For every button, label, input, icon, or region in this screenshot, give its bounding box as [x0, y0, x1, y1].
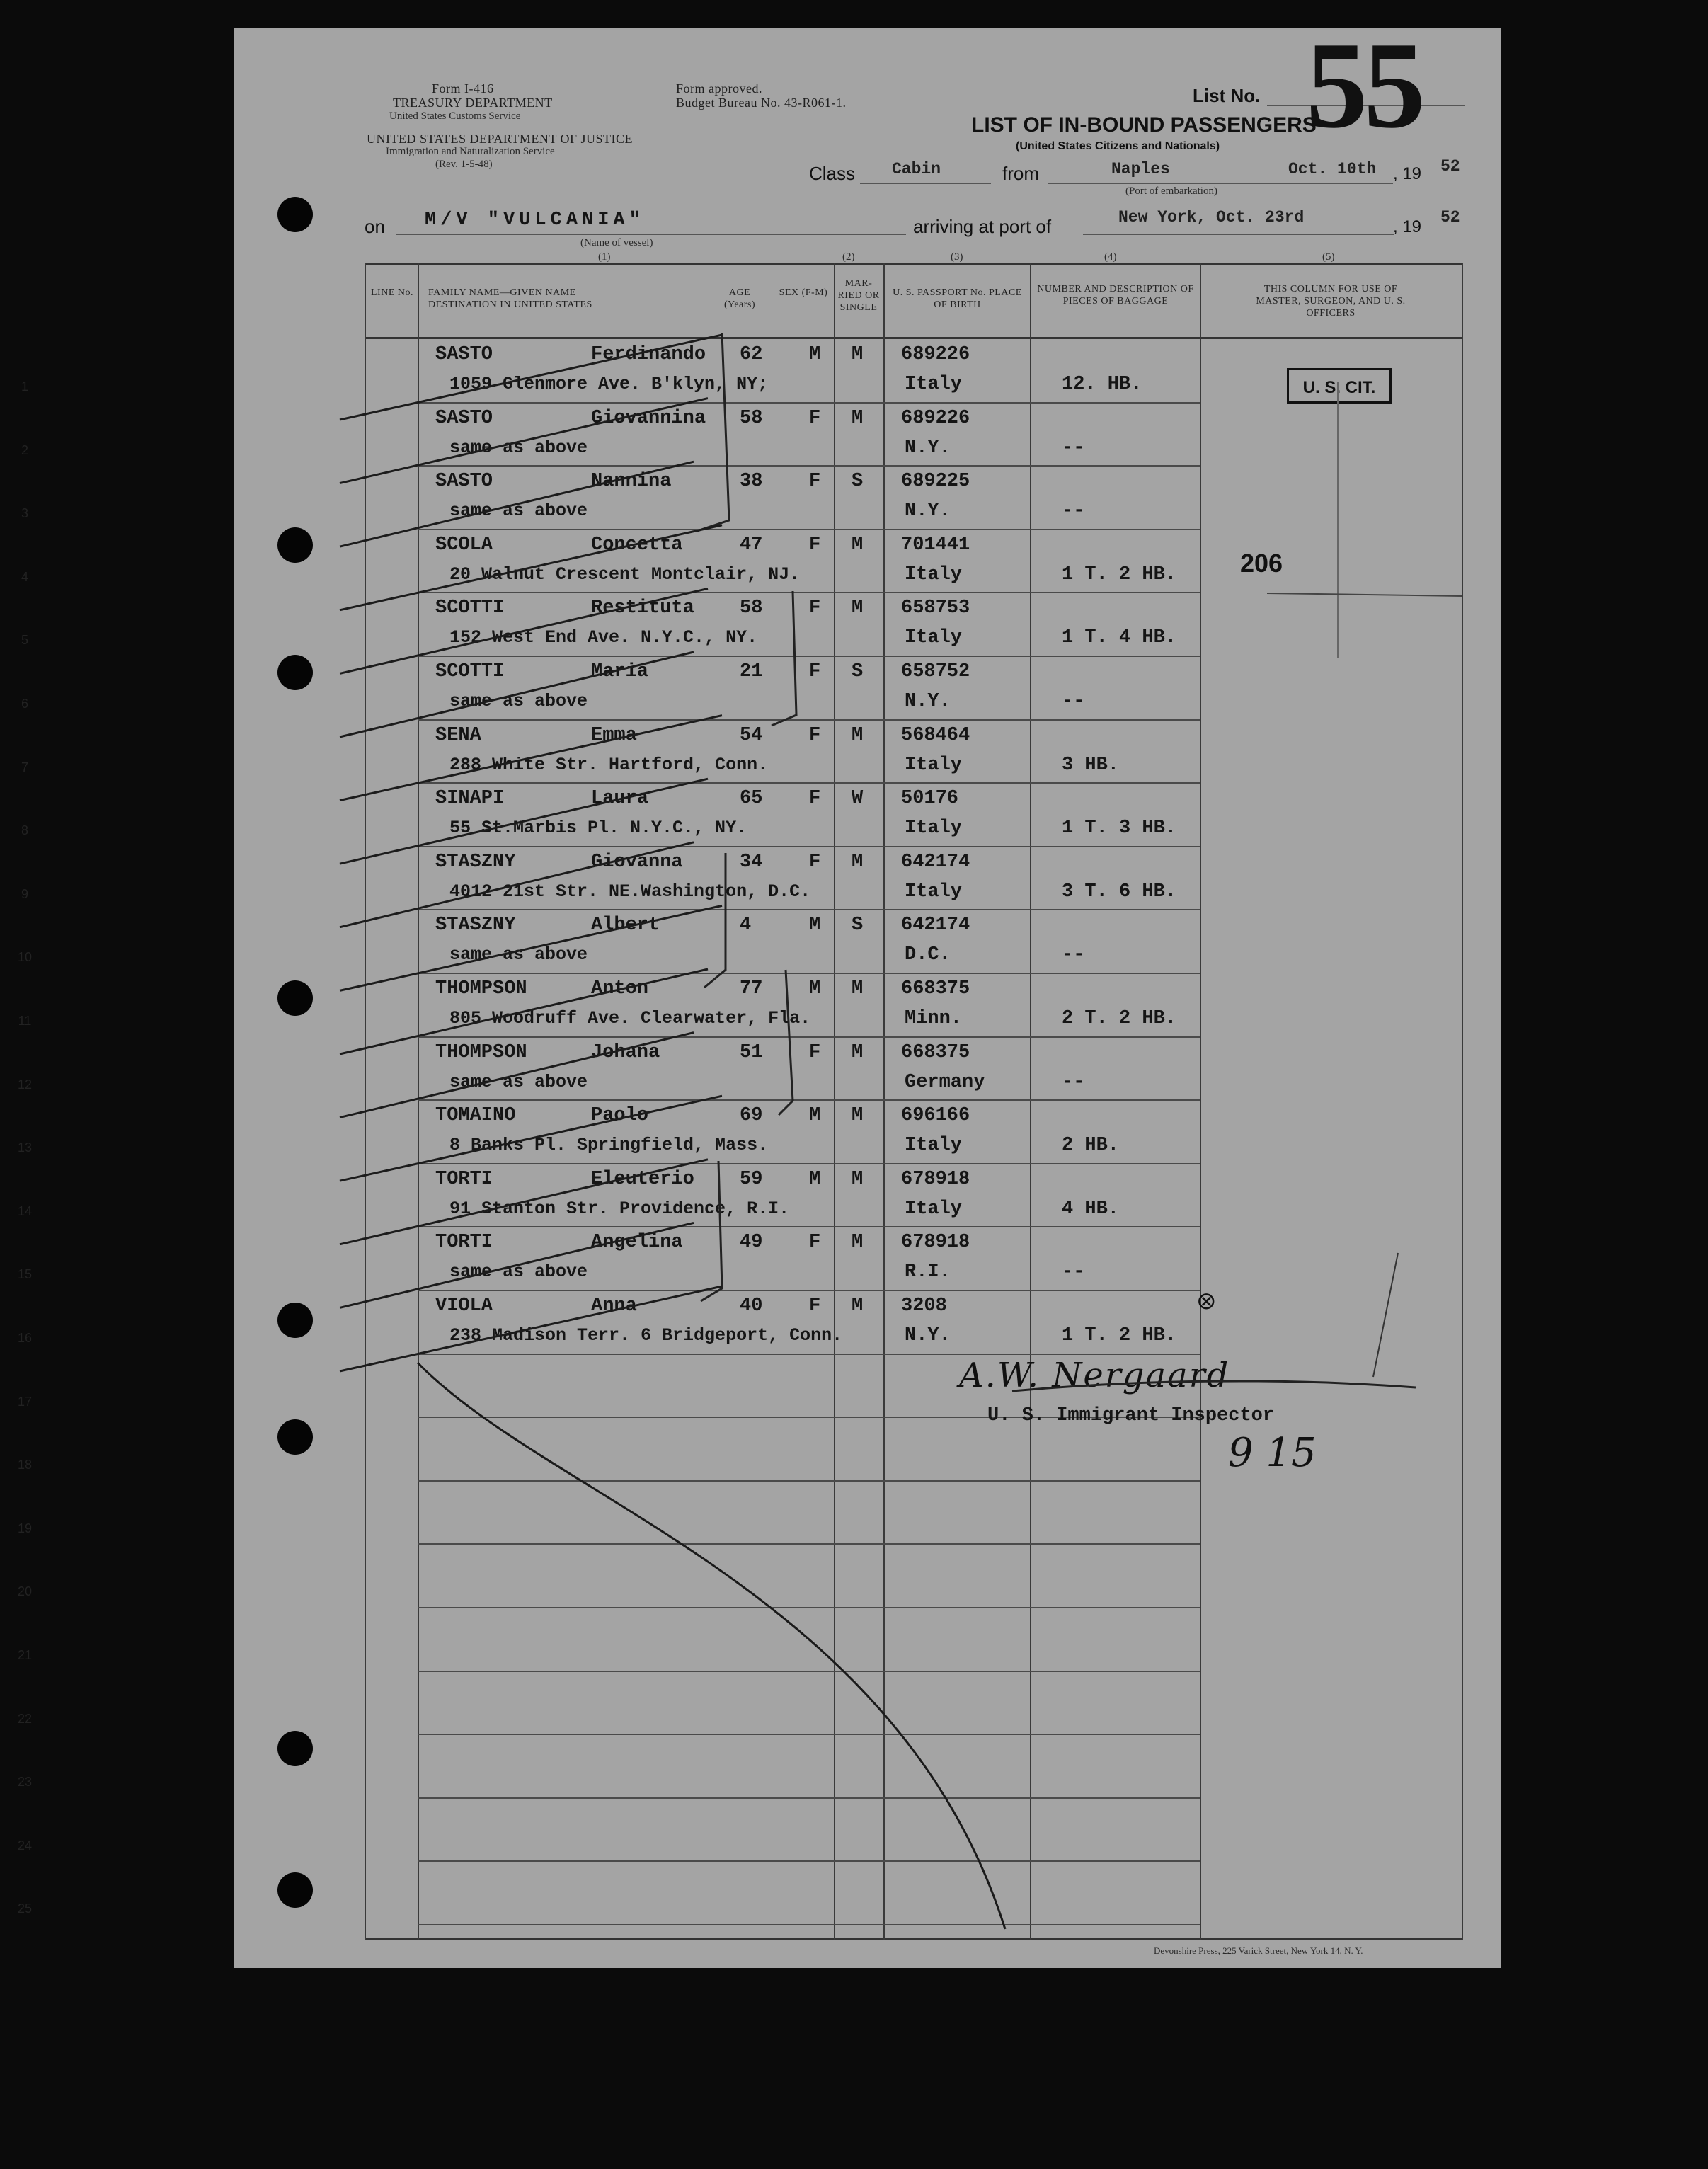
place-of-birth: Italy: [905, 881, 963, 903]
header-age: AGE (Years): [723, 287, 756, 310]
line-number: 19: [17, 1521, 33, 1535]
printer-imprint: Devonshire Press, 225 Varick Street, New York 14, N. Y.: [1154, 1945, 1363, 1956]
passport-number: 668375: [901, 1041, 970, 1063]
marital-status: M: [852, 1168, 864, 1190]
sex: F: [809, 724, 821, 746]
vessel-note: (Name of vessel): [580, 237, 653, 248]
sex: M: [809, 1168, 821, 1190]
header-baggage: NUMBER AND DESCRIPTION OF PIECES OF BAGGAGE: [1037, 284, 1194, 307]
destination: 152 West End Ave. N.Y.C., NY.: [449, 627, 758, 648]
line-number: 9: [21, 886, 28, 901]
age: 59: [740, 1168, 763, 1190]
line-number: 14: [17, 1203, 33, 1218]
list-no-label: List No.: [1193, 85, 1261, 106]
list-number: 55: [1306, 16, 1421, 154]
age: 47: [740, 534, 763, 556]
place-of-birth: R.I.: [905, 1261, 951, 1283]
line-number: 1: [21, 379, 28, 394]
form-approved: Form approved.: [676, 81, 762, 96]
year-prefix: , 19: [1393, 164, 1422, 183]
marital-status: M: [852, 1105, 864, 1127]
col-num-3: (3): [951, 251, 963, 263]
passport-number: 689226: [901, 344, 970, 365]
marital-status: W: [852, 788, 864, 810]
place-of-birth: N.Y.: [905, 437, 951, 459]
header-sex: SEX (F-M): [779, 287, 828, 298]
year-1: 52: [1440, 157, 1460, 176]
destination: same as above: [449, 437, 588, 458]
place-of-birth: Italy: [905, 754, 963, 776]
family-name: SENA: [435, 724, 481, 746]
line-number: 25: [17, 1901, 33, 1916]
given-name: Restituta: [591, 597, 694, 619]
customs-service: United States Customs Service: [389, 110, 521, 122]
family-name: SASTO: [435, 471, 493, 493]
given-name: Emma: [591, 724, 637, 746]
passport-number: 678918: [901, 1232, 970, 1254]
line-number: 8: [21, 823, 28, 838]
age: 65: [740, 788, 763, 810]
line-number: 4: [21, 569, 28, 584]
sex: F: [809, 1041, 821, 1063]
destination: 1059 Glenmore Ave. B'klyn, NY;: [449, 374, 769, 394]
vessel-name: M/V "VULCANIA": [425, 210, 645, 231]
sex: F: [809, 534, 821, 556]
baggage: 1 T. 3 HB.: [1062, 818, 1177, 840]
port-note: (Port of embarkation): [1125, 185, 1217, 197]
document-subtitle: (United States Citizens and Nationals): [1016, 140, 1220, 152]
year-prefix-2: , 19: [1393, 217, 1422, 236]
age: 51: [740, 1041, 763, 1063]
marital-status: M: [852, 344, 864, 365]
place-of-birth: D.C.: [905, 944, 951, 966]
destination: same as above: [449, 691, 588, 711]
marital-status: M: [852, 534, 864, 556]
baggage: 2 HB.: [1062, 1135, 1120, 1157]
on-label: on: [365, 216, 385, 237]
treasury-dept: TREASURY DEPARTMENT: [393, 96, 553, 110]
line-number: 13: [17, 1140, 33, 1155]
baggage: --: [1062, 437, 1085, 459]
check-mark: [340, 716, 722, 801]
marital-status: M: [852, 851, 864, 873]
inspector-initials: 9 15: [1228, 1430, 1317, 1476]
form-number: Form I-416: [432, 81, 494, 96]
given-name: Albert: [591, 915, 660, 937]
place-of-birth: Italy: [905, 374, 963, 395]
baggage: 1 T. 2 HB.: [1062, 563, 1177, 585]
check-mark: [340, 1033, 694, 1118]
marital-status: M: [852, 978, 864, 1000]
destination: same as above: [449, 1071, 588, 1092]
header-officers: THIS COLUMN FOR USE OF MASTER, SURGEON, AND U. S. OFFICERS: [1256, 284, 1406, 319]
departure-date: Oct. 10th: [1288, 160, 1377, 178]
place-of-birth: N.Y.: [905, 691, 951, 712]
ins-service: Immigration and Naturalization Service: [386, 146, 555, 157]
check-mark: [340, 1286, 722, 1371]
header-passport: U. S. PASSPORT No. PLACE OF BIRTH: [893, 287, 1022, 310]
sex: F: [809, 1295, 821, 1317]
age: 62: [740, 344, 763, 365]
destination: 8 Banks Pl. Springfield, Mass.: [449, 1135, 769, 1156]
passport-number: 642174: [901, 851, 970, 873]
passport-number: 642174: [901, 915, 970, 937]
arriving-label: arriving at port of: [913, 216, 1052, 237]
destination: 20 Walnut Crescent Montclair, NJ.: [449, 563, 801, 585]
us-citizen-stamp: U. S. CIT.: [1287, 368, 1392, 404]
sex: F: [809, 407, 821, 429]
destination: 91 Stanton Str. Providence, R.I.: [449, 1198, 790, 1219]
given-name: Giovannina: [591, 407, 706, 429]
age: 58: [740, 597, 763, 619]
sex: F: [809, 471, 821, 493]
passport-number: 678918: [901, 1168, 970, 1190]
passport-number: 658753: [901, 597, 970, 619]
marital-status: M: [852, 1295, 864, 1317]
line-number: 3: [21, 506, 28, 521]
family-name: SASTO: [435, 407, 493, 429]
from-value: Naples: [1111, 160, 1170, 178]
destination: same as above: [449, 944, 588, 966]
destination: same as above: [449, 1261, 588, 1283]
given-name: Giovanna: [591, 851, 683, 873]
destination: 288 White Str. Hartford, Conn.: [449, 754, 769, 775]
marital-status: S: [852, 915, 864, 937]
line-number: 17: [17, 1394, 33, 1409]
family-name: SCOTTI: [435, 661, 505, 682]
check-mark: [340, 1223, 694, 1307]
family-name: SCOTTI: [435, 597, 505, 619]
passport-number: 689226: [901, 407, 970, 429]
passport-number: 568464: [901, 724, 970, 746]
line-number: 6: [21, 697, 28, 711]
line-number: 11: [18, 1014, 32, 1028]
marital-status: M: [852, 597, 864, 619]
place-of-birth: Italy: [905, 627, 963, 649]
place-of-birth: Minn.: [905, 1008, 963, 1029]
baggage: --: [1062, 691, 1085, 712]
family-name: SASTO: [435, 344, 493, 365]
line-number: 5: [21, 633, 28, 648]
destination: same as above: [449, 500, 588, 522]
age: 40: [740, 1295, 763, 1317]
place-of-birth: Italy: [905, 1198, 963, 1220]
sex: M: [809, 915, 821, 937]
col-num-2: (2): [842, 251, 855, 263]
given-name: Ferdinando: [591, 344, 706, 365]
given-name: Laura: [591, 788, 649, 810]
place-of-birth: N.Y.: [905, 500, 951, 522]
age: 69: [740, 1105, 763, 1127]
document-title: LIST OF IN-BOUND PASSENGERS: [971, 113, 1317, 137]
from-label: from: [1002, 163, 1039, 184]
baggage: --: [1062, 1261, 1085, 1283]
check-mark: [340, 525, 722, 610]
line-number: 15: [17, 1267, 33, 1282]
baggage: --: [1062, 944, 1085, 966]
sex: M: [809, 978, 821, 1000]
sex: M: [809, 1105, 821, 1127]
header-married: MAR-RIED OR SINGLE: [837, 278, 880, 313]
baggage: --: [1062, 1071, 1085, 1093]
col-num-5: (5): [1322, 251, 1335, 263]
marital-status: M: [852, 407, 864, 429]
inspector-signature: A.W. Nergaard: [959, 1356, 1230, 1395]
passport-number: 668375: [901, 978, 970, 1000]
line-number: 12: [17, 1077, 33, 1092]
line-number: 7: [21, 760, 28, 774]
age: 34: [740, 851, 763, 873]
sex: F: [809, 661, 821, 682]
sex: M: [809, 344, 821, 365]
line-number: 16: [17, 1331, 33, 1345]
given-name: Anton: [591, 978, 649, 1000]
baggage: 1 T. 2 HB.: [1062, 1325, 1177, 1346]
family-name: THOMPSON: [435, 1041, 527, 1063]
sex: F: [809, 851, 821, 873]
line-number: 21: [17, 1648, 33, 1662]
marital-status: S: [852, 471, 864, 493]
baggage: 1 T. 4 HB.: [1062, 627, 1177, 649]
family-name: THOMPSON: [435, 978, 527, 1000]
passport-number: 50176: [901, 788, 959, 810]
place-of-birth: Italy: [905, 563, 963, 585]
age: 4: [740, 915, 752, 937]
sex: F: [809, 788, 821, 810]
mark-symbol: ⊗: [1196, 1288, 1217, 1315]
arrival-port-date: New York, Oct. 23rd: [1118, 208, 1305, 227]
class-label: Class: [809, 163, 856, 184]
age: 54: [740, 724, 763, 746]
given-name: Anna: [591, 1295, 637, 1317]
inspector-title: U. S. Immigrant Inspector: [987, 1405, 1275, 1426]
baggage: 2 T. 2 HB.: [1062, 1008, 1177, 1029]
col-num-4: (4): [1104, 251, 1117, 263]
family-name: TOMAINO: [435, 1105, 516, 1127]
destination: 55 St.Marbis Pl. N.Y.C., NY.: [449, 818, 747, 839]
sex: F: [809, 1232, 821, 1254]
passport-number: 3208: [901, 1295, 947, 1317]
given-name: Concetta: [591, 534, 683, 556]
given-name: Nannina: [591, 471, 672, 493]
marital-status: M: [852, 1232, 864, 1254]
family-name: TORTI: [435, 1168, 493, 1190]
destination: 4012 21st Str. NE.Washington, D.C.: [449, 881, 811, 902]
revision: (Rev. 1-5-48): [435, 159, 493, 170]
marital-status: S: [852, 661, 864, 682]
baggage: 3 T. 6 HB.: [1062, 881, 1177, 903]
sex: F: [809, 597, 821, 619]
family-name: STASZNY: [435, 851, 516, 873]
check-mark: [340, 1096, 722, 1181]
given-name: Paolo: [591, 1105, 649, 1127]
line-number: 18: [17, 1458, 33, 1472]
annotation-number: 206: [1240, 549, 1283, 578]
family-name: STASZNY: [435, 915, 516, 937]
age: 38: [740, 471, 763, 493]
baggage: 4 HB.: [1062, 1198, 1120, 1220]
place-of-birth: Italy: [905, 818, 963, 840]
budget-bureau: Budget Bureau No. 43-R061-1.: [676, 96, 847, 110]
age: 21: [740, 661, 763, 682]
given-name: Johana: [591, 1041, 660, 1063]
family-name: VIOLA: [435, 1295, 493, 1317]
check-mark: [340, 462, 694, 546]
justice-dept: UNITED STATES DEPARTMENT OF JUSTICE: [367, 132, 634, 146]
line-number: 10: [17, 950, 33, 965]
baggage: 3 HB.: [1062, 754, 1120, 776]
given-name: Angelina: [591, 1232, 683, 1254]
passport-number: 658752: [901, 661, 970, 682]
class-value: Cabin: [892, 160, 941, 178]
header-line-no: LINE No.: [371, 287, 413, 298]
check-mark: [340, 335, 722, 420]
place-of-birth: N.Y.: [905, 1325, 951, 1346]
given-name: Maria: [591, 661, 649, 682]
age: 77: [740, 978, 763, 1000]
age: 58: [740, 407, 763, 429]
given-name: Eleuterio: [591, 1168, 694, 1190]
line-number: 24: [17, 1838, 33, 1853]
age: 49: [740, 1232, 763, 1254]
passport-number: 701441: [901, 534, 970, 556]
place-of-birth: Italy: [905, 1135, 963, 1157]
passport-number: 696166: [901, 1105, 970, 1127]
passport-number: 689225: [901, 471, 970, 493]
line-number: 22: [17, 1711, 33, 1726]
baggage: --: [1062, 500, 1085, 522]
line-number: 23: [17, 1775, 33, 1790]
check-mark: [340, 652, 694, 737]
year-2: 52: [1440, 208, 1460, 227]
check-mark: [340, 905, 722, 990]
marital-status: M: [852, 724, 864, 746]
line-number: 2: [21, 442, 28, 457]
family-name: SINAPI: [435, 788, 505, 810]
marital-status: M: [852, 1041, 864, 1063]
col-num-1: (1): [598, 251, 611, 263]
line-number: 20: [17, 1584, 33, 1599]
baggage: 12. HB.: [1062, 374, 1142, 395]
family-name: TORTI: [435, 1232, 493, 1254]
check-mark: [340, 842, 694, 927]
destination: 238 Madison Terr. 6 Bridgeport, Conn.: [449, 1325, 843, 1346]
place-of-birth: Germany: [905, 1071, 985, 1093]
family-name: SCOLA: [435, 534, 493, 556]
destination: 805 Woodruff Ave. Clearwater, Fla.: [449, 1008, 811, 1029]
header-name: FAMILY NAME—GIVEN NAME DESTINATION IN UNITED STATES: [428, 287, 592, 310]
